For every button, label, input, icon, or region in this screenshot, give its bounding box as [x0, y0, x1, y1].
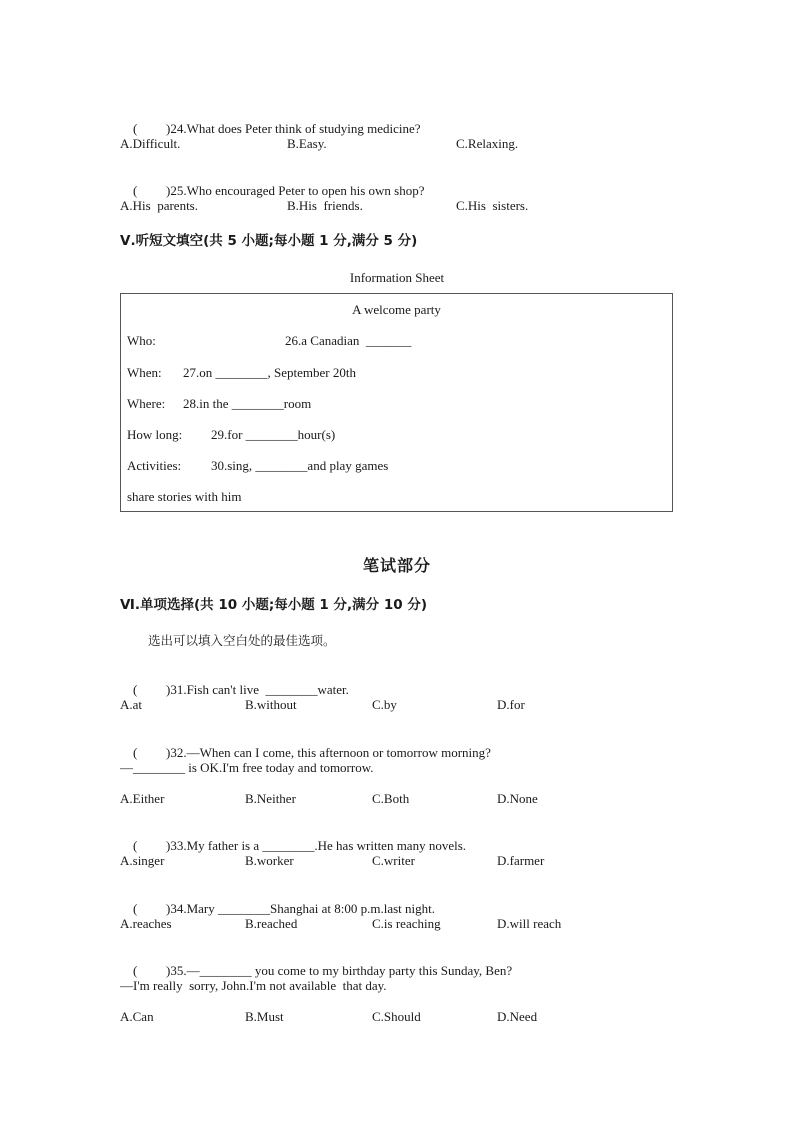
option-c: C.is reaching — [372, 916, 441, 931]
option-b: B.Easy. — [287, 136, 327, 151]
row-label-when: When: — [127, 365, 162, 380]
option-b: B.His friends. — [287, 198, 363, 213]
question-stem: )24.What does Peter think of studying medicine? — [166, 121, 421, 136]
option-d: D.farmer — [497, 853, 545, 868]
answer-paren: ( — [133, 838, 138, 853]
question-35-reply: —I'm really sorry, John.I'm not available that day. — [120, 978, 387, 993]
box-title: A welcome party — [352, 302, 441, 317]
section-6-instruction: 选出可以填入空白处的最佳选项。 — [148, 633, 336, 648]
option-b: B.reached — [245, 916, 298, 931]
row-label-how-long: How long: — [127, 427, 183, 442]
question-stem: )32.—When can I come, this afternoon or tomorrow morning? — [166, 745, 491, 760]
option-c: C.Should — [372, 1009, 421, 1024]
option-b: B.worker — [245, 853, 294, 868]
option-a: A.singer — [120, 853, 165, 868]
row-content-when: 27.on ________, September 20th — [183, 365, 356, 380]
row-label-activities: Activities: — [127, 458, 182, 473]
question-32-reply: —________ is OK.I'm free today and tomorrow. — [120, 760, 374, 775]
option-c: C.Both — [372, 791, 410, 806]
option-a: A.Either — [120, 791, 165, 806]
option-c: C.writer — [372, 853, 415, 868]
option-b: B.without — [245, 697, 297, 712]
option-b: B.Must — [245, 1009, 284, 1024]
row-extra-line: share stories with him — [127, 489, 242, 504]
option-d: D.will reach — [497, 916, 562, 931]
option-d: D.for — [497, 697, 525, 712]
option-a: A.at — [120, 697, 143, 712]
row-content-who: 26.a Canadian _______ — [285, 333, 412, 348]
written-part-title: 笔试部分 — [362, 556, 431, 575]
section-6-heading: Ⅵ.单项选择(共 10 小题;每小题 1 分,满分 10 分) — [120, 597, 427, 613]
answer-paren: ( — [133, 745, 138, 760]
option-b: B.Neither — [245, 791, 296, 806]
option-d: D.Need — [497, 1009, 538, 1024]
row-label-who: Who: — [127, 333, 156, 348]
row-label-where: Where: — [127, 396, 166, 411]
question-stem: )33.My father is a ________.He has written many novels. — [166, 838, 467, 853]
sheet-title: Information Sheet — [349, 270, 445, 285]
row-content-activities: 30.sing, ________and play games — [211, 458, 389, 473]
question-stem: )31.Fish can't live ________water. — [166, 682, 349, 697]
option-a: A.reaches — [120, 916, 172, 931]
option-c: C.by — [372, 697, 397, 712]
option-c: C.His sisters. — [456, 198, 529, 213]
answer-paren: ( — [133, 901, 138, 916]
question-stem: )34.Mary ________Shanghai at 8:00 p.m.last night. — [166, 901, 436, 916]
option-a: A.Difficult. — [120, 136, 181, 151]
row-content-where: 28.in the ________room — [183, 396, 312, 411]
answer-paren: ( — [133, 682, 138, 697]
option-d: D.None — [497, 791, 538, 806]
question-31 — [120, 666, 349, 714]
option-c: C.Relaxing. — [456, 136, 519, 151]
information-sheet-box — [120, 293, 673, 512]
option-a: A.Can — [120, 1009, 154, 1024]
section-5-heading: Ⅴ.听短文填空(共 5 小题;每小题 1 分,满分 5 分) — [120, 233, 418, 249]
option-a: A.His parents. — [120, 198, 198, 213]
answer-paren: ( — [133, 963, 138, 978]
question-stem: )25.Who encouraged Peter to open his own shop? — [166, 183, 425, 198]
question-stem: )35.—________ you come to my birthday party this Sunday, Ben? — [166, 963, 513, 978]
answer-paren: ( — [133, 121, 138, 136]
row-content-how-long: 29.for ________hour(s) — [211, 427, 336, 442]
answer-paren: ( — [133, 183, 138, 198]
